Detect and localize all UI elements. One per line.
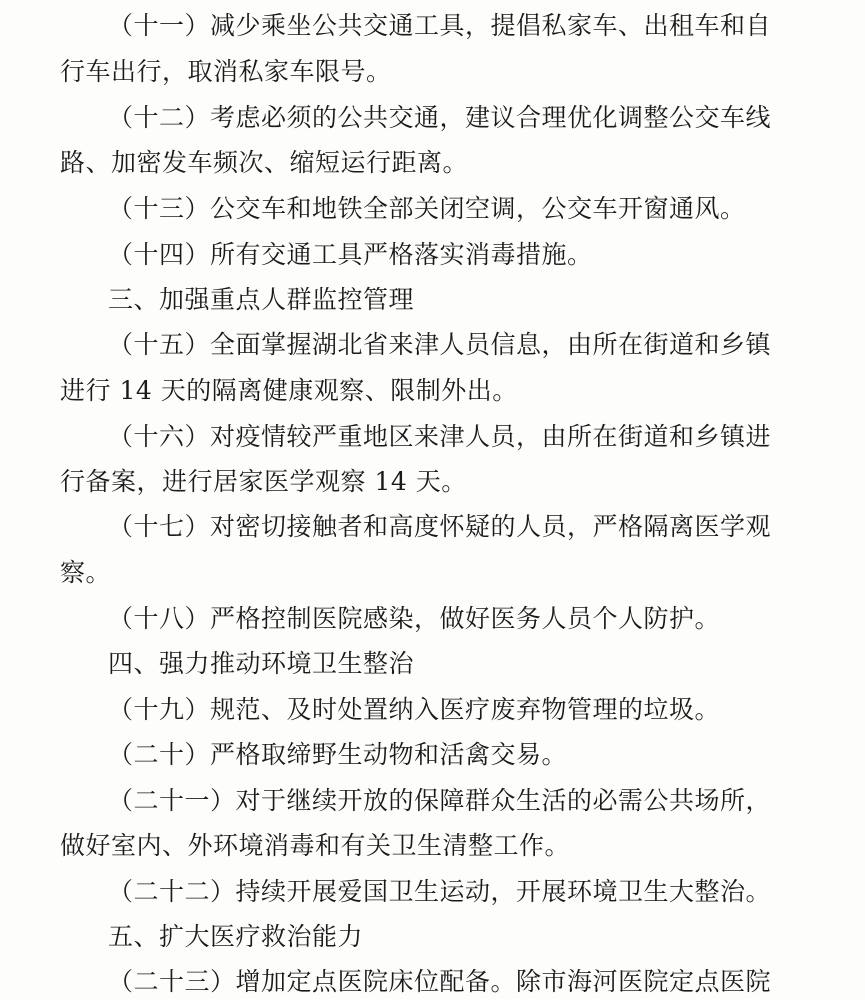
section-heading-3: 三、加强重点人群监控管理 xyxy=(108,285,415,314)
paragraph-21-line-2: 做好室内、外环境消毒和有关卫生清整工作。 xyxy=(60,831,571,860)
paragraph-15-line-1: （十五）全面掌握湖北省来津人员信息，由所在街道和乡镇 xyxy=(108,330,772,359)
paragraph-15-line-2: 进行 14 天的隔离健康观察、限制外出。 xyxy=(60,376,518,405)
paragraph-12-line-1: （十二）考虑必须的公共交通，建议合理优化调整公交车线 xyxy=(108,103,772,132)
paragraph-17-line-2: 察。 xyxy=(60,558,112,587)
paragraph-14: （十四）所有交通工具严格落实消毒措施。 xyxy=(108,240,593,269)
paragraph-23-line-1: （二十三）增加定点医院床位配备。除市海河医院定点医院 xyxy=(108,967,772,996)
paragraph-13: （十三）公交车和地铁全部关闭空调，公交车开窗通风。 xyxy=(108,194,746,223)
paragraph-22: （二十二）持续开展爱国卫生运动，开展环境卫生大整治。 xyxy=(108,877,772,906)
section-heading-4: 四、强力推动环境卫生整治 xyxy=(108,649,415,678)
paragraph-16-line-1: （十六）对疫情较严重地区来津人员，由所在街道和乡镇进 xyxy=(108,422,772,451)
paragraph-17-line-1: （十七）对密切接触者和高度怀疑的人员，严格隔离医学观 xyxy=(108,512,772,541)
paragraph-12-line-2: 路、加密发车频次、缩短运行距离。 xyxy=(60,148,469,177)
paragraph-20: （二十）严格取缔野生动物和活禽交易。 xyxy=(108,740,568,769)
paragraph-11-line-2: 行车出行，取消私家车限号。 xyxy=(60,57,392,86)
paragraph-16-line-2: 行备案，进行居家医学观察 14 天。 xyxy=(60,467,467,496)
paragraph-19: （十九）规范、及时处置纳入医疗废弃物管理的垃圾。 xyxy=(108,695,721,724)
paragraph-21-line-1: （二十一）对于继续开放的保障群众生活的必需公共场所， xyxy=(108,786,772,815)
section-heading-5: 五、扩大医疗救治能力 xyxy=(108,922,364,951)
paragraph-11-line-1: （十一）减少乘坐公共交通工具，提倡私家车、出租车和自 xyxy=(108,11,772,40)
paragraph-18: （十八）严格控制医院感染，做好医务人员个人防护。 xyxy=(108,604,721,633)
